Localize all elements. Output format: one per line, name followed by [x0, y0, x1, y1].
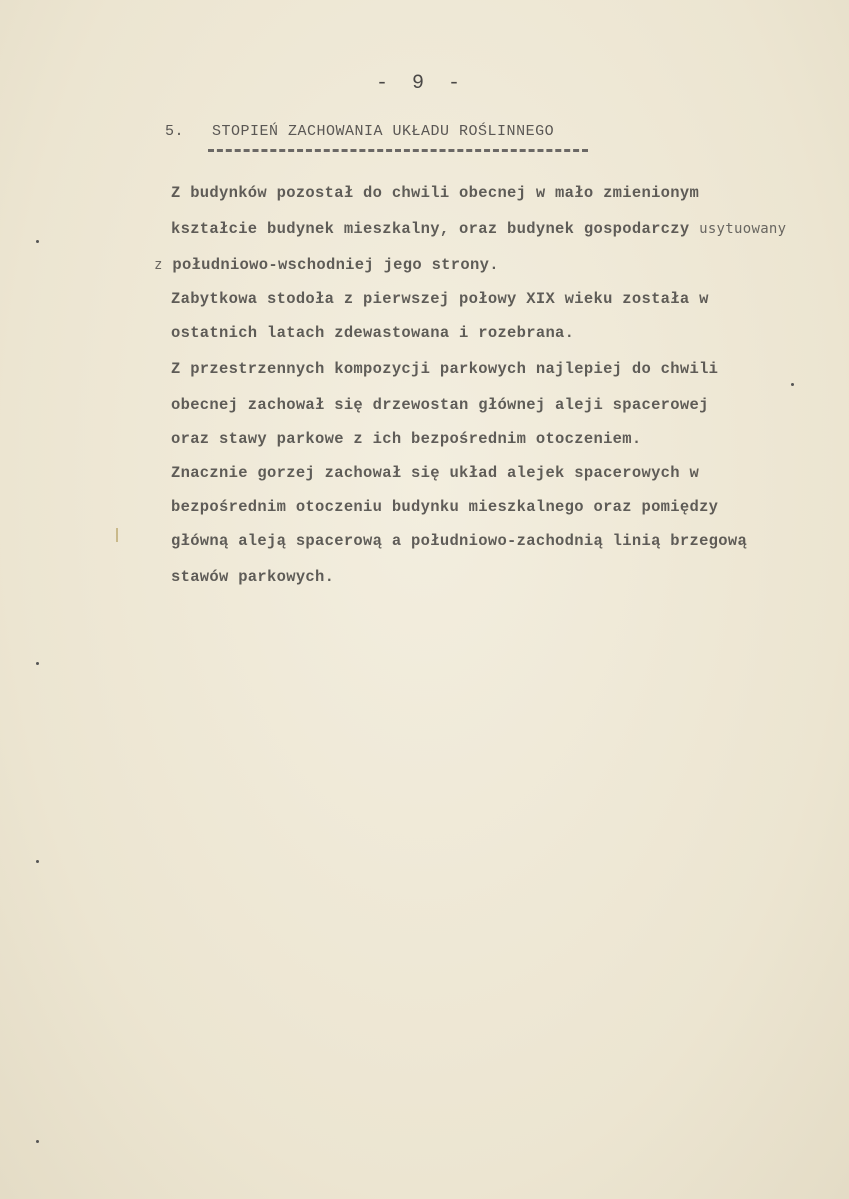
text-line-7: obecnej zachował się drzewostan głównej aleji spacerowej — [171, 396, 709, 414]
text-line-2-main: kształcie budynek mieszkalny, oraz budynek gospodarczy — [171, 220, 690, 238]
section-title: STOPIEŃ ZACHOWANIA UKŁADU ROŚLINNEGO — [212, 123, 555, 140]
text-line-3 — [154, 256, 499, 274]
text-line-6: Z przestrzennych kompozycji parkowych najlepiej do chwili — [171, 360, 719, 378]
edge-dot — [791, 383, 794, 386]
margin-pencil-mark — [116, 528, 118, 542]
section-number: 5. — [165, 123, 185, 140]
text-line-3-main: południowo-wschodniej jego strony. — [172, 256, 499, 274]
text-line-12: stawów parkowych. — [171, 568, 335, 586]
edge-dot — [36, 860, 39, 863]
edge-dot — [36, 240, 39, 243]
inserted-prefix: z — [154, 257, 163, 273]
text-line-9: Znacznie gorzej zachował się układ alejek spacerowych w — [171, 464, 700, 482]
text-line-1: Z budynków pozostał do chwili obecnej w mało zmienionym — [171, 184, 700, 202]
text-line-2 — [171, 220, 786, 238]
text-line-11: główną aleją spacerową a południowo-zachodnią linią brzegową — [171, 532, 748, 550]
page-number: - 9 - — [376, 72, 467, 95]
edge-dot — [36, 1140, 39, 1143]
text-line-5: ostatnich latach zdewastowana i rozebrana. — [171, 324, 575, 342]
edge-dot — [36, 662, 39, 665]
text-line-10: bezpośrednim otoczeniu budynku mieszkalnego oraz pomiędzy — [171, 498, 719, 516]
text-line-4: Zabytkowa stodoła z pierwszej połowy XIX wieku została w — [171, 290, 709, 308]
heading-underline — [208, 149, 588, 152]
handwritten-insert: usytuowany — [699, 221, 787, 237]
section-heading — [165, 123, 554, 140]
text-line-8: oraz stawy parkowe z ich bezpośrednim otoczeniem. — [171, 430, 642, 448]
